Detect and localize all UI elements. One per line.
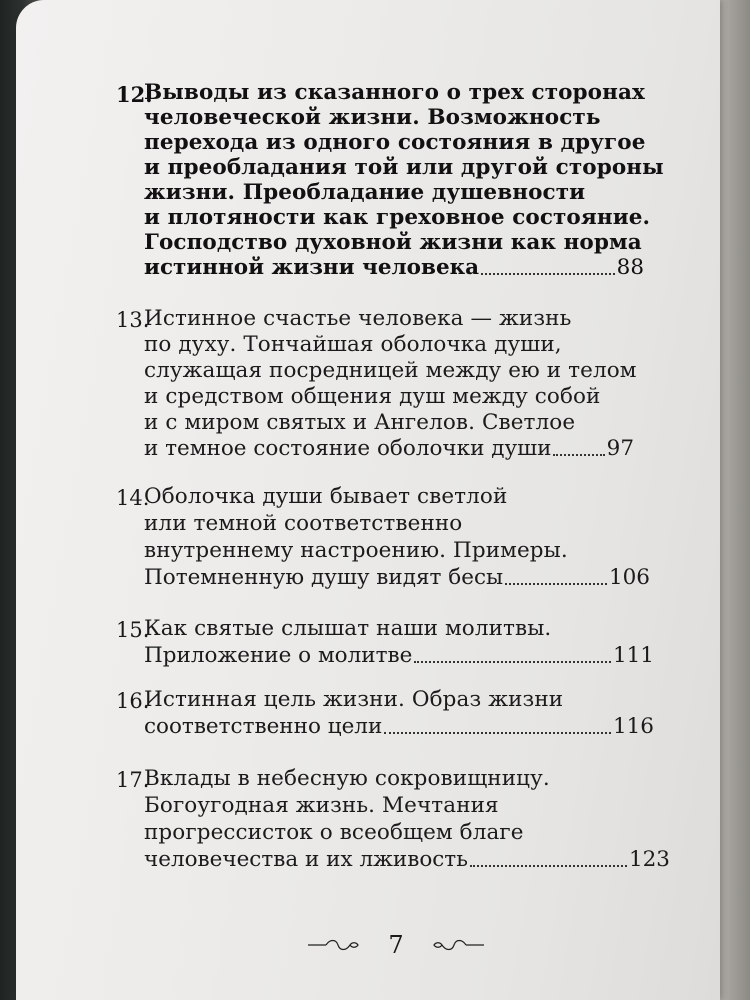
toc-line: внутреннему настроению. Примеры. bbox=[144, 538, 568, 563]
toc-line: и средством общения душ между собой bbox=[144, 384, 601, 409]
toc-line: служащая посредницей между ею и телом bbox=[144, 358, 637, 383]
toc-number: 14. bbox=[116, 486, 150, 510]
toc-line: или темной соответственно bbox=[144, 511, 463, 536]
toc-line: Вклады в небесную сокровищницу. bbox=[144, 766, 550, 791]
dot-leader bbox=[505, 583, 607, 585]
flourish-ornament-icon bbox=[306, 938, 366, 952]
toc-line: по духу. Тончайшая оболочка души, bbox=[144, 332, 562, 357]
toc-page-number: 116 bbox=[612, 714, 654, 739]
toc-line: истинной жизни человека bbox=[144, 255, 480, 280]
book-page bbox=[16, 0, 720, 1000]
toc-line: и преобладания той или другой стороны bbox=[144, 155, 664, 180]
toc-line: Истинная цель жизни. Образ жизни bbox=[144, 687, 564, 712]
toc-line: Богоугодная жизнь. Мечтания bbox=[144, 793, 499, 818]
toc-number: 17. bbox=[116, 768, 150, 792]
toc-number: 16. bbox=[116, 689, 150, 713]
toc-line: Господство духовной жизни как норма bbox=[144, 230, 642, 255]
toc-number: 15. bbox=[116, 618, 150, 642]
toc-line: и темное состояние оболочки души bbox=[144, 436, 552, 461]
toc-last-line bbox=[144, 714, 654, 739]
dot-leader bbox=[470, 865, 627, 867]
toc-line: и с миром святых и Ангелов. Светлое bbox=[144, 410, 576, 435]
toc-line: прогрессисток о всеобщем благе bbox=[144, 820, 524, 845]
toc-number: 12. bbox=[116, 82, 153, 107]
page-number: 7 bbox=[388, 931, 404, 959]
toc-line: Истинное счастье человека — жизнь bbox=[144, 306, 572, 331]
toc-page-number: 111 bbox=[612, 643, 654, 668]
dot-leader bbox=[414, 661, 611, 663]
toc-line: и плотяности как греховное состояние. bbox=[144, 205, 651, 230]
dot-leader bbox=[481, 273, 615, 275]
toc-last-line bbox=[144, 565, 650, 590]
toc-line: Выводы из сказанного о трех сторонах bbox=[144, 80, 645, 105]
dot-leader bbox=[553, 454, 604, 456]
toc-last-line bbox=[144, 436, 634, 461]
toc-page-number: 123 bbox=[628, 847, 670, 872]
toc-number: 13. bbox=[116, 308, 150, 332]
toc-line: Приложение о молитве bbox=[144, 643, 413, 668]
toc-last-line bbox=[144, 643, 654, 668]
toc-line: соответственно цели bbox=[144, 714, 383, 739]
toc-last-line bbox=[144, 847, 670, 872]
page-footer bbox=[296, 930, 496, 960]
toc-line: Потемненную душу видят бесы bbox=[144, 565, 504, 590]
toc-page-number: 88 bbox=[616, 255, 644, 280]
toc-line: перехода из одного состояния в другое bbox=[144, 130, 646, 155]
toc-page-number: 97 bbox=[606, 436, 634, 461]
toc-line: Как святые слышат наши молитвы. bbox=[144, 616, 552, 641]
toc-line: человеческой жизни. Возможность bbox=[144, 105, 601, 130]
flourish-ornament-icon bbox=[426, 938, 486, 952]
toc-line: жизни. Преобладание душевности bbox=[144, 180, 586, 205]
toc-page-number: 106 bbox=[608, 565, 650, 590]
toc-last-line bbox=[144, 255, 644, 280]
dot-leader bbox=[384, 732, 611, 734]
toc-line: человечества и их лживость bbox=[144, 847, 468, 872]
toc-line: Оболочка души бывает светлой bbox=[144, 484, 508, 509]
